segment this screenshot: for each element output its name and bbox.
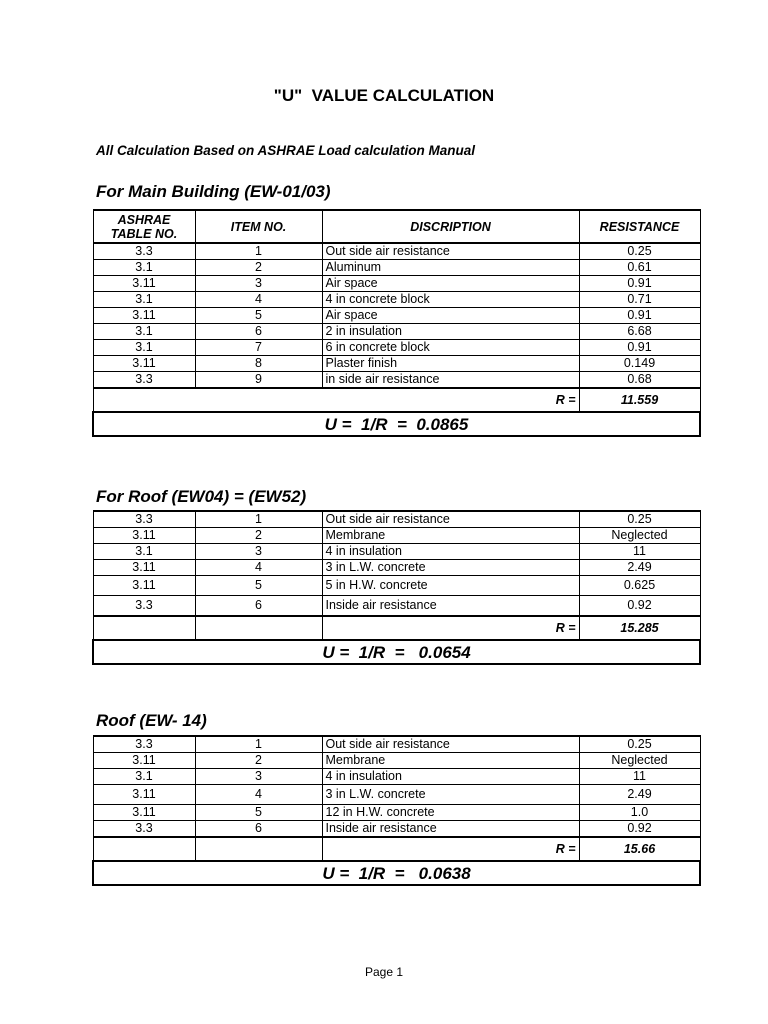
description-cell: Out side air resistance [322,511,579,528]
resistance-cell: Neglected [579,528,700,544]
description-cell: Inside air resistance [322,821,579,838]
table-row [93,356,700,372]
table-row [93,324,700,340]
resistance-cell: 11 [579,544,700,560]
description-cell: Out side air resistance [322,736,579,753]
page-number: Page 1 [364,965,404,979]
resistance-cell: 2.49 [579,785,700,805]
description-cell: 6 in concrete block [322,340,579,356]
item-no-cell: 2 [195,260,322,276]
r-total-row [93,616,700,640]
description-cell: Membrane [322,528,579,544]
item-no-cell: 1 [195,511,322,528]
resistance-cell: 2.49 [579,560,700,576]
u-formula: U = 1/R = 0.0865 [93,412,700,436]
u-formula: U = 1/R = 0.0654 [93,640,700,664]
roof-ew14-table [92,735,701,886]
item-no-cell: 4 [195,560,322,576]
item-no-cell: 8 [195,356,322,372]
table-row [93,821,700,838]
item-no-cell: 4 [195,292,322,308]
r-label: R = [322,616,579,640]
table-row [93,292,700,308]
item-no-cell: 1 [195,736,322,753]
ashrae-table-no-cell: 3.1 [93,340,195,356]
item-no-cell: 6 [195,821,322,838]
resistance-cell: 0.149 [579,356,700,372]
section-heading-roof-ew14: Roof (EW- 14) [96,711,207,730]
resistance-cell: 0.68 [579,372,700,389]
description-cell: 4 in concrete block [322,292,579,308]
resistance-cell: 6.68 [579,324,700,340]
description-cell: 3 in L.W. concrete [322,785,579,805]
ashrae-table-no-cell: 3.1 [93,324,195,340]
resistance-cell: 1.0 [579,805,700,821]
resistance-cell: 0.92 [579,821,700,838]
item-no-cell: 4 [195,785,322,805]
item-no-cell: 9 [195,372,322,389]
r-value: 11.559 [579,388,700,412]
resistance-cell: 0.91 [579,340,700,356]
ashrae-table-no-cell: 3.1 [93,260,195,276]
table-row [93,243,700,260]
description-cell: 2 in insulation [322,324,579,340]
description-cell: 5 in H.W. concrete [322,576,579,596]
table-body [93,511,700,616]
page-title: "U" VALUE CALCULATION [273,86,495,105]
ashrae-table-no-cell: 3.11 [93,308,195,324]
table-row [93,736,700,753]
description-cell: 12 in H.W. concrete [322,805,579,821]
section-heading-main-building: For Main Building (EW-01/03) [96,182,331,201]
ashrae-table-no-cell: 3.11 [93,356,195,372]
table-row [93,560,700,576]
ashrae-table-no-cell: 3.11 [93,805,195,821]
item-no-cell: 5 [195,308,322,324]
main-building-table [92,209,701,437]
r-value: 15.285 [579,616,700,640]
r-value: 15.66 [579,837,700,861]
ashrae-table-no-cell: 3.11 [93,576,195,596]
description-cell: Inside air resistance [322,596,579,617]
resistance-cell: 0.92 [579,596,700,617]
table-row [93,805,700,821]
description-cell: Aluminum [322,260,579,276]
item-no-cell: 6 [195,324,322,340]
description-cell: Membrane [322,753,579,769]
table-row [93,528,700,544]
table-body [93,243,700,388]
description-cell: Plaster finish [322,356,579,372]
description-cell: 4 in insulation [322,769,579,785]
table-row [93,308,700,324]
ashrae-table-no-cell: 3.3 [93,596,195,617]
r-total-row [93,837,700,861]
empty-cell [93,616,195,640]
table-row [93,753,700,769]
header-ashrae-table-no: ASHRAE TABLE NO. [93,210,195,243]
table-header-row [93,210,700,243]
item-no-cell: 5 [195,576,322,596]
resistance-cell: 0.61 [579,260,700,276]
header-description: DISCRIPTION [322,210,579,243]
ashrae-table-no-cell: 3.11 [93,785,195,805]
table-row [93,769,700,785]
section-heading-roof-ew04: For Roof (EW04) = (EW52) [96,487,307,506]
resistance-cell: 11 [579,769,700,785]
u-value-row [93,412,700,436]
item-no-cell: 5 [195,805,322,821]
item-no-cell: 6 [195,596,322,617]
resistance-cell: 0.91 [579,276,700,292]
description-cell: Out side air resistance [322,243,579,260]
description-cell: in side air resistance [322,372,579,389]
header-resistance: RESISTANCE [579,210,700,243]
description-cell: Air space [322,276,579,292]
resistance-cell: 0.25 [579,511,700,528]
empty-cell [195,616,322,640]
item-no-cell: 3 [195,544,322,560]
ashrae-table-no-cell: 3.3 [93,372,195,389]
table-row [93,576,700,596]
table-row [93,276,700,292]
item-no-cell: 3 [195,769,322,785]
table-body [93,736,700,837]
resistance-cell: Neglected [579,753,700,769]
table-row [93,596,700,617]
subtitle: All Calculation Based on ASHRAE Load calculation Manual [96,143,476,158]
empty-cell [195,837,322,861]
resistance-cell: 0.91 [579,308,700,324]
table-row [93,340,700,356]
table-row [93,511,700,528]
item-no-cell: 2 [195,753,322,769]
description-cell: 3 in L.W. concrete [322,560,579,576]
r-label: R = [93,388,579,412]
item-no-cell: 3 [195,276,322,292]
header-item-no: ITEM NO. [195,210,322,243]
ashrae-table-no-cell: 3.3 [93,243,195,260]
resistance-cell: 0.25 [579,736,700,753]
ashrae-table-no-cell: 3.3 [93,736,195,753]
ashrae-table-no-cell: 3.3 [93,511,195,528]
table-row [93,785,700,805]
table-row [93,544,700,560]
ashrae-table-no-cell: 3.11 [93,276,195,292]
ashrae-table-no-cell: 3.11 [93,753,195,769]
table-row [93,260,700,276]
item-no-cell: 1 [195,243,322,260]
ashrae-table-no-cell: 3.1 [93,544,195,560]
roof-ew04-table [92,510,701,665]
ashrae-table-no-cell: 3.1 [93,292,195,308]
u-value-row [93,861,700,885]
u-value-row [93,640,700,664]
description-cell: 4 in insulation [322,544,579,560]
empty-cell [93,837,195,861]
item-no-cell: 2 [195,528,322,544]
ashrae-table-no-cell: 3.11 [93,528,195,544]
item-no-cell: 7 [195,340,322,356]
ashrae-table-no-cell: 3.3 [93,821,195,838]
r-label: R = [322,837,579,861]
resistance-cell: 0.25 [579,243,700,260]
ashrae-table-no-cell: 3.11 [93,560,195,576]
resistance-cell: 0.625 [579,576,700,596]
table-row [93,372,700,389]
ashrae-table-no-cell: 3.1 [93,769,195,785]
description-cell: Air space [322,308,579,324]
r-total-row [93,388,700,412]
u-formula: U = 1/R = 0.0638 [93,861,700,885]
resistance-cell: 0.71 [579,292,700,308]
